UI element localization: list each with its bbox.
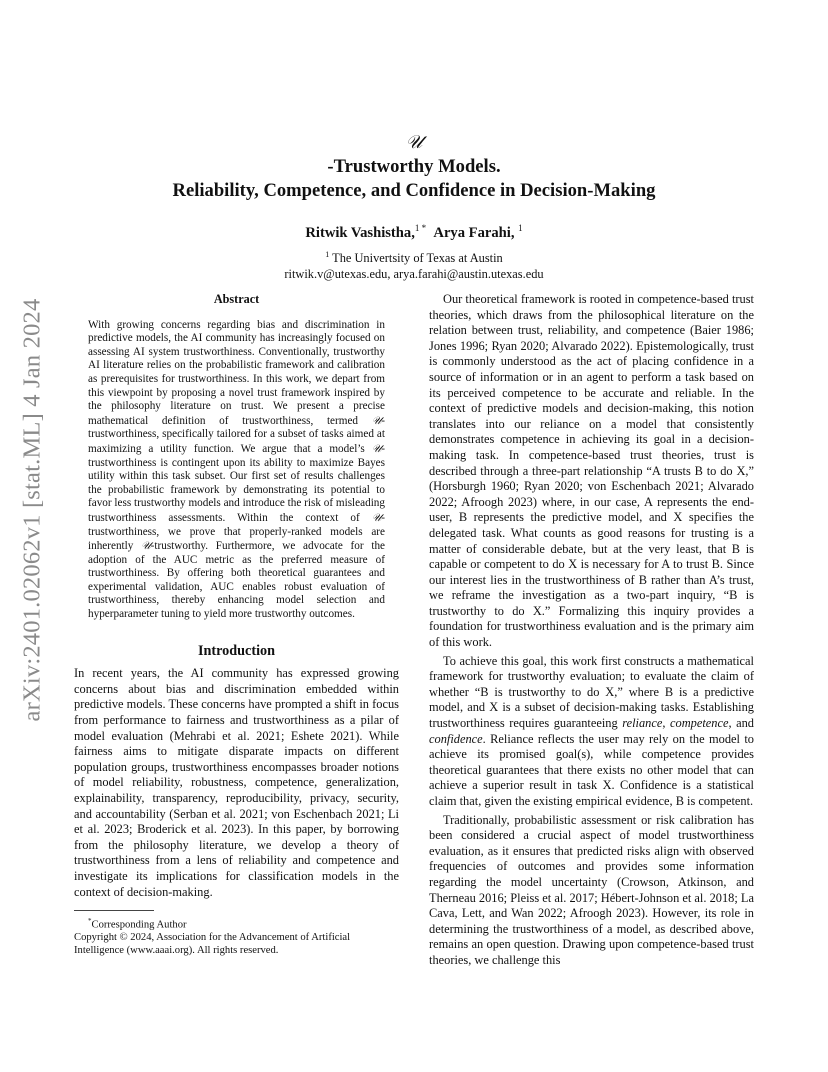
abstract-text-2: -trustworthiness, specifically tailored for a subset of tasks aimed at maximizing a utility function. We argue that a model’s xyxy=(88,414,385,455)
right-p2-text-b: . Reliance reflects the user may rely on the model to achieve its promised goal(s), while competence provides theoretical guarantees that there exists no other model that can achieve a superior result in task X. Confidence is a statistical claim that, given the existing empirical evidence, B is competent. xyxy=(429,731,754,808)
arxiv-identifier-stamp xyxy=(8,230,56,790)
author-2-name: Arya Farahi, xyxy=(433,224,515,241)
abstract-body xyxy=(74,319,399,622)
introduction-heading: Introduction xyxy=(198,642,275,659)
right-p2-text-a: To achieve this goal, this work first constructs a mathematical framework for trustworthy evaluation; to evaluate the claim of whether “B is trustworthy to do X,” where B is a predictive model, and X is a subset of decision-making tasks. Establishing trustworthiness requires guaranteeing xyxy=(429,653,754,731)
right-p2-and: , and xyxy=(728,716,755,731)
affiliation-line xyxy=(74,247,754,266)
term-competence: competence xyxy=(670,716,729,731)
corresponding-author-text: Corresponding Author xyxy=(91,919,187,931)
abstract-u-symbol-1: 𝒰 xyxy=(371,413,382,427)
right-paragraph-2 xyxy=(429,654,754,810)
footnotes xyxy=(74,910,399,957)
title-line-1 xyxy=(74,131,754,179)
affiliation-block xyxy=(74,247,754,282)
term-confidence: confidence xyxy=(429,731,483,746)
abstract-text-1: With growing concerns regarding bias and discrimination in predictive models, the AI community has increasingly focused on assessing AI system trustworthiness. Conventionally, trustworthy AI literature relies on the probabilistic framework and calibration as prerequisites for trustworthiness. In this work, we depart from this viewpoint by proposing a novel trust framework inspired by the philosophy literature on trust. We present a precise mathematical definition of trustworthiness, termed xyxy=(88,318,385,427)
affiliation-institution: The Univertsity of Texas at Austin xyxy=(332,250,503,265)
title-block xyxy=(74,131,754,282)
abstract-u-symbol-3: 𝒰 xyxy=(371,510,382,524)
right-p2-comma: , xyxy=(662,716,670,731)
introduction-paragraph: In recent years, the AI community has expressed growing concerns about bias and discrimination embedded within predictive models. These concerns have prompted a shift in focus from performance to fairness and trustworthiness as a pilar of model evaluation (Mehrabi et al. 2021; Eshete 2021). While fairness aims to mitigate disparate impacts on different population groups, trustworthiness encompasses broader notions of model reliability, robustness, competence, generalization, explainability, transparency, reproducibility, privacy, security, and accountability (Serban et al. 2021; von Eschenbach 2021; Li et al. 2023; Broderick et al. 2023). In this paper, by borrowing from the philosophy literature, we develop a theory of trustworthiness from a lens of reliability and competence and investigate its implications for classification models in the context of decision-making. xyxy=(74,666,399,899)
abstract-paragraph xyxy=(88,319,385,622)
abstract-text-4: -trustworthiness, we prove that properly-ranked models are inherently xyxy=(88,511,385,553)
abstract-text-3: -trustworthiness is contingent upon its ability to maximize Bayes utility within this task subset. Our first set of results challenges the probabilistic framework by demonstrating its potential to favor less trustworthy models and introduce the risk of misleading trustworthiness assessments. Within the context of xyxy=(88,442,385,524)
title-line-2: Reliability, Competence, and Confidence in Decision-Making xyxy=(172,180,656,201)
right-column xyxy=(429,292,754,969)
author-emails: ritwik.v@utexas.edu, arya.farahi@austin.utexas.edu xyxy=(284,266,544,281)
author-1-name: Ritwik Vashistha, xyxy=(305,224,415,241)
abstract-heading: Abstract xyxy=(213,292,260,306)
abstract-u-symbol-4: 𝒰 xyxy=(141,539,151,553)
left-column xyxy=(74,292,399,900)
title-line-1-text: -Trustworthy Models. xyxy=(327,156,501,177)
author-2-marks: 1 xyxy=(518,223,523,233)
abstract-text-5: -trustworthy. Furthermore, we advocate for the adoption of the AUC metric as the preferred measure of trustworthiness. By offering both theoretical guarantees and experimental validation, AUC enables robust evaluation of trustworthiness, thereby enhancing model selection and hyperparameter tuning to yield more trustworthy outcomes. xyxy=(88,540,386,621)
title-u-symbol: 𝒰 xyxy=(405,132,423,153)
corresponding-author-note xyxy=(74,915,399,932)
author-1-marks: 1 * xyxy=(414,223,427,233)
footnote-rule xyxy=(74,910,154,911)
copyright-notice: Copyright © 2024, Association for the Advancement of Artificial Intelligence (www.aaai.org). All rights reserved. xyxy=(74,932,351,956)
right-paragraph-1: Our theoretical framework is rooted in competence-based trust theories, which draws from the philosophical literature on the relation between trust, reliability, and competence (Baier 1986; Jones 1996; Ryan 2020; Alvarado 2022). Epistemologically, trust is commonly understood as the act of placing confidence in a source of information or in an agent to perform a task based on its perceived competence to be accurate and reliable. In the context of predictive models and decision-making, this notion translates into our reliance on a model that consistently demonstrates competence in achieving its goal in a decision-making task. In competence-based trust theories, trust is described through a three-part relationship “A trusts B to do X,” (Horsburgh 1960; Ryan 2020; von Eschenbach 2021; Alvarado 2022; Afroogh 2023) where, in our case, A represents the end-user, B represents the predictive model, and X specifies the delegated task. What counts as good reasons for trusting is a matter of considerable debate, but at the very least, that B is capable or competent to do X is necessary for A to trust B. Since our interest lies in the trustworthiness of B rather than A’s trust, we reframe the investigation as a two-part inquiry, “B is trustworthy to do X.” Formalizing this inquiry provides a foundation for trustworthiness evaluation and is the primary aim of this work. xyxy=(429,292,754,650)
abstract-u-symbol-2: 𝒰 xyxy=(371,441,382,455)
author-list xyxy=(74,223,754,242)
term-reliance: reliance xyxy=(622,716,663,731)
right-paragraph-3: Traditionally, probabilistic assessment or risk calibration has been considered a crucial aspect of model trustworthiness evaluation, as it ensures that predicted risks align with observed frequencies of outcomes and provides some information regarding the model uncertainty (Crowson, Atkinson, and Therneau 2016; Pleiss et al. 2017; Hébert-Johnson et al. 2018; La Cava, Lett, and Wan 2022; Afroogh 2023). However, its role in determining the trustworthiness of a model, as described above, remains an open question. Drawing upon competence-based trust theories, we challenge this xyxy=(429,812,754,967)
paper-title xyxy=(74,131,754,203)
affiliation-mark: 1 xyxy=(325,249,330,259)
corresponding-mark: * xyxy=(88,917,92,925)
arxiv-identifier-text: arXiv:2401.02062v1 [stat.ML] 4 Jan 2024 xyxy=(18,298,46,722)
